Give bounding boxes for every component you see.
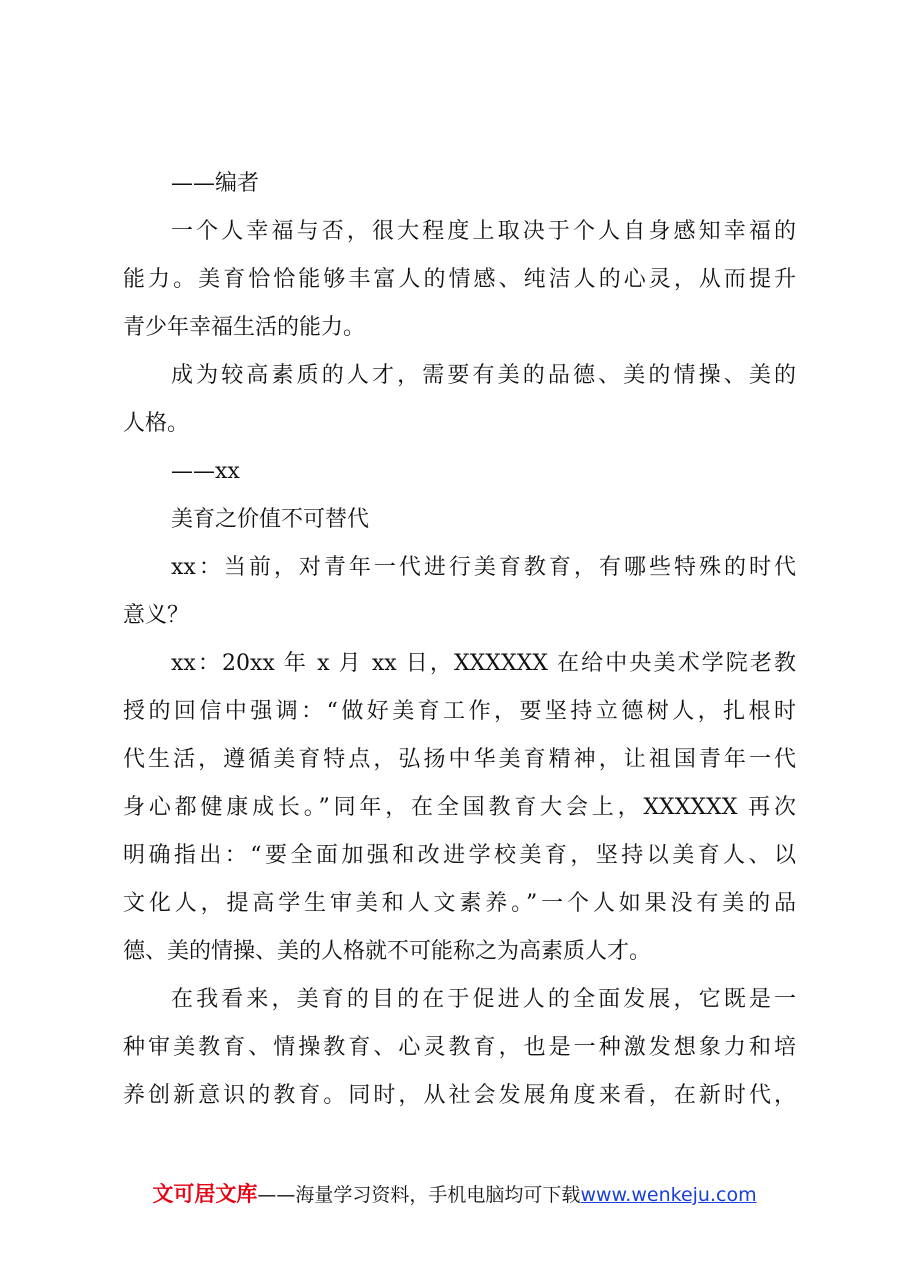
- text-line: ——xx: [171, 459, 240, 484]
- document-body: [123, 160, 796, 1120]
- footer-slogan: ——海量学习资料，手机电脑均可下载: [257, 1184, 581, 1206]
- text-line: 文化人，提高学生审美和人文素养。”一个人如果没有美的品: [123, 891, 796, 916]
- footer-brand: 文可居文库: [152, 1182, 258, 1206]
- text-line: 美育之价值不可替代: [171, 507, 370, 532]
- text-line: 意义？: [123, 603, 190, 628]
- text-line: 一个人幸福与否，很大程度上取决于个人自身感知幸福的: [171, 219, 796, 244]
- text-line: 成为较高素质的人才，需要有美的品德、美的情操、美的: [171, 363, 796, 388]
- text-line: 种审美教育、情操教育、心灵教育，也是一种激发想象力和培: [123, 1035, 796, 1060]
- text-line: 在我看来，美育的目的在于促进人的全面发展，它既是一: [171, 987, 796, 1012]
- text-line: 代生活，遵循美育特点，弘扬中华美育精神，让祖国青年一代: [123, 747, 796, 772]
- text-line: 养创新意识的教育。同时，从社会发展角度来看，在新时代，: [123, 1083, 796, 1108]
- footer-link[interactable]: www.wenkeju.com: [580, 1184, 757, 1206]
- text-line: xx：当前，对青年一代进行美育教育，有哪些特殊的时代: [171, 555, 796, 580]
- text-line: xx：20xx 年 x 月 xx 日，XXXXXX 在给中央美术学院老教: [171, 651, 796, 676]
- text-line: 青少年幸福生活的能力。: [123, 315, 366, 340]
- footer-banner: [0, 1178, 909, 1211]
- text-line: 德、美的情操、美的人格就不可能称之为高素质人才。: [123, 939, 652, 964]
- text-line: 明确指出：“要全面加强和改进学校美育，坚持以美育人、以: [123, 843, 796, 868]
- text-line: ——编者: [171, 171, 260, 196]
- text-line: 能力。美育恰恰能够丰富人的情感、纯洁人的心灵，从而提升: [123, 267, 796, 292]
- text-line: 授的回信中强调：“做好美育工作，要坚持立德树人，扎根时: [123, 699, 796, 724]
- text-line: 身心都健康成长。”同年，在全国教育大会上，XXXXXX 再次: [123, 795, 796, 820]
- text-line: 人格。: [123, 411, 190, 436]
